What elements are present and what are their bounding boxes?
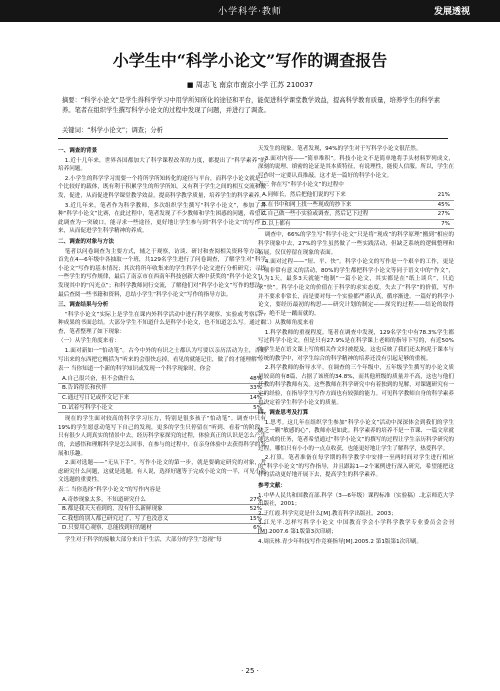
table-row [58, 505, 266, 515]
table-row [58, 404, 266, 414]
journal-header-bar [0, 0, 500, 22]
table-cell-percent: 7% [441, 220, 450, 227]
paragraph: 1.中华人民共和国教育部.科学（3—6年级）课程标准（实验稿）.北京师范大学出版社，2001； [258, 492, 454, 508]
table-row [58, 384, 266, 394]
paragraph: 天发生的现象。笔者发现，94%的学生对于写科学小论文很茫然。 [258, 146, 422, 152]
abstract: 摘要：“科学小论文”是学生得科学学习中用学所知所化的途径和平台，能促进科学课堂教学效益，提高科学教育质量，培养学生的科学素养。笔者在组织学生撰写科学小论文的过程中发现了问题，并进行了调查。 [62, 97, 441, 114]
paragraph: 2.小学生的科学学习需要一个将所学所知转化的途径与平台，而科学小论文就是一个比较好的载体，既有利于积累学生的所学所知，又有利于学生之间的相互交流和激发，促进，从而促进科学课堂教学效益，提高科学教学质量，培养学生的科学素养。 [58, 175, 266, 199]
table-cell-percent: 27% [249, 496, 262, 503]
table-row [258, 210, 454, 220]
table-cell-percent: 52% [249, 506, 262, 513]
paragraph: 2.打算。笔者准备在每学期的科学教学中安排一至两时间对学生进行相应的“科学小论文”的写作指导，并且跟踪1—2个案例进行深入研究，希望能把这样的活动更好地开展下去，提高学生的科学素养。 [258, 455, 454, 479]
table-cell-option: A.自己很兴奋，但不会做什么 [62, 375, 135, 382]
paragraph: 3.江光平.怎样写科学小论文 中国教育学会小学科学教学专业委员会会刊[M].2007.6 第1版第3次印刷； [258, 520, 454, 535]
table-cell-option: D.试着写科学小论文 [62, 404, 113, 411]
page-number: · 25 · [241, 667, 259, 675]
table-row [58, 496, 266, 506]
paragraph: “科学小论文”实际上是学生在课内外科学活动中进行科学观察、实验或考察后一种成果的书面总结。大部分学生不知道什么是科学小论文，也不知道怎么写。通过调查，笔者整理了如下现象： [58, 311, 266, 335]
paragraph: 调查中，66%的学生写“科学小论文”只是将“现成”的科学原理“搬到”相应的科学现象中去，27%的学生虽然做了一些实践活动，但缺乏系统的逻辑整理和拓展，仅仅停留在现象的表面。 [258, 232, 454, 256]
section-heading: 二、调查的对象与方法 [58, 238, 114, 245]
table-cell-percent: 21% [437, 191, 450, 198]
table-cell-percent: 45% [437, 201, 450, 208]
table-cell-percent: 6% [253, 525, 262, 532]
table-row [258, 220, 454, 230]
paragraph: 学生对于科学的接触大部分来自于生活，大部分的学生“忽视”每 [64, 536, 222, 543]
paragraph: 2.王红霞.科学究竟是什么[M].教育科学出版社，2003； [258, 510, 397, 517]
table-row [58, 394, 266, 404]
table-row [258, 201, 454, 211]
table-cell-option: D.以上都有 [262, 220, 291, 227]
table-cell-percent: 27% [437, 211, 450, 218]
table-1 [58, 375, 266, 413]
table-row [58, 375, 266, 385]
table-cell-percent: 14% [249, 395, 262, 402]
paragraph: 1.科学教师的重视程度。笔者在调查中发现，129名学生中有78.3%学生都写过科学小论文，但是只有27.9%是在科学课上老师的指导下写的，有近50%的学生是在语文课上写的相关作文时被提及。这也反映了我们还太拘泥于课本与传统的教学中，对学生综合的科学精神的培养还没有引起足够的重视。 [258, 329, 454, 362]
section-heading: 四、调查思考及打算 [258, 410, 309, 417]
table-cell-option: A.同师长，然后把他们说的写下来 [262, 191, 346, 198]
table-cell-percent: 15% [249, 515, 262, 522]
right-column [258, 145, 454, 547]
section-heading: 三、调查结果与分析 [58, 302, 109, 309]
paragraph: 表三 你在写“科学小论文”的过程中 [258, 182, 344, 189]
paragraph: （一）从学生角度来看： [58, 338, 120, 345]
paragraph: 4.面对过程——“短、平、快”。科学小论文的写作是一个艰辛的工作，更是一项非常有意义的活动，80%的学生都把科学小论文等同于语文中的“作文”，认为1天，最多3天就能“炮制”一篇小论文，其实都是在“纸上谈兵”，只追求“快”。科学小论文的价值在于科学的求实态度，失去了“科学”的价值，写作并不要求非常长，而是要对每一个实验都严谨认真，循序渐进。一篇好的科学小论文，要经历最初的构思——研究计划的制定——探究的过程——结论的取得等，绝不是一蹴而就的。 [258, 259, 454, 317]
table-cell-option: B.都是我天天看到的，没有什么新鲜现象 [62, 506, 163, 513]
paragraph: 2.面对选题——“无从下手”。写作小论文的第一步，就是要确定研究的对象，考虑研究什么问题，这就是选题。有人说，选择好题等于完成小论文的一半，可见小论文选题的重要性。 [58, 460, 266, 484]
table-cell-percent: 48% [249, 375, 262, 382]
paragraph: 1.面对新如一“怕动笔”。古今中外的有识之士都认为写要以亲历活动为主，否则写出来的东西把它概括为“听来的会很快忘掉，看见的就能记住，做了的才能理解”。 [58, 348, 266, 363]
table-cell-option: D.只要用心观察，总能找到好的题材 [62, 525, 152, 532]
paragraph: 3.近几年来，笔者作为科学教师，多次组织学生撰写“科学小论文”，参加了各种“科学小论文”比赛，在此过程中，笔者发现了不少教师和学生困惑的问题，希望以此调查为一突破口，能寻求一些途径，更好地让学生参与到“科学小论文”的写作上来，从而促进学生科学精神的养成。 [58, 202, 266, 235]
table-cell-percent: 33% [249, 385, 262, 392]
keywords: 关键词：“科学小论文”；调查；分析 [62, 127, 163, 134]
paragraph: 1.思考。这几年在组织学生参加“科学小论文”活动中深深体会到我们的学生缺乏一颗“敏感的心”，教师亦是如此。科学素养的培养不是一节课、一篇文章就能达成的任务，笔者希望通过“科学小论文”的撰写的过程让学生亲历科学研究的过程，哪怕只有小小的一点点收获，也能更好地让学生了解科学，热爱科学。 [258, 419, 454, 452]
table-row [58, 515, 266, 525]
article-title: 小学生中“科学小论文”写作的调查报告 [112, 51, 388, 70]
left-column [58, 145, 266, 546]
table-cell-percent: 5% [253, 404, 262, 411]
table-cell-option: C.我想的别人都已研究过了，写了也没意义 [62, 515, 169, 522]
table-row [258, 191, 454, 201]
author-line: ■ 周志飞 南京市南京小学 江苏 210037 [186, 81, 314, 89]
journal-name: 小学科学·教师 [218, 7, 282, 17]
paragraph: 4.周庆林.青少年科技写作竞赛指导[M].2005.2 第1版第1次印刷。 [258, 538, 423, 545]
paragraph: 表二 当你选择“科学小论文”的写作内容是 [58, 486, 161, 493]
table-cell-option: B.告诉得长和伙伴 [62, 385, 107, 392]
table-cell-option: C.自己做一些小实验或调查，然后记下过程 [262, 211, 369, 218]
paragraph: 表一 当你知道一个新的科学知识或发现一个科学现象时，你会 [58, 366, 211, 373]
paragraph: 2.科学教师的指导水平。在调查的三个年级中，五年级学生撰写的小论文质量较高的有8篇，占据了该班的34.8%，而其他班级的质量并不高，这也与他们任教的科学教师有关。这些教师在科学研究中有着独到的见解，对课题研究有一定的经验，在指导学生写作方面也有较强的能力。可见科学教师自身的科学素养也决定着学生科学小论文的质量。 [258, 365, 454, 406]
paragraph: 现在的学生面对较高的科学学习压力，特别是很多孩子“怕动笔”。调查中只有19%的学生愿意动笔写下自己的发现，更多的学生只停留在“听到、看着”的阶段，只有很少人到真实的情景中去，经历科学家探究的过程，体验真正的认识是怎么产生的，去感悟和理解科学是怎么回事，在参与的过程中，在亲身体验中去获得科学的发展和乐趣。 [58, 416, 266, 457]
paragraph: 3.面对内容——“简单堆积”。科技小论文不是简单地将手头材料罗列成文，深刻的说理、缜密的论证是其本质特征，有说理性，能使人信服。所以，学生在写作时一定要认真推敲，这才是一篇好的科学小论文。 [258, 155, 454, 179]
table-cell-option: B.在书中和网上找一些现成的抄下来 [262, 201, 352, 208]
divider [58, 138, 448, 139]
table-3 [258, 191, 454, 229]
paragraph: （二）从教师角度来看 [258, 320, 314, 327]
table-2 [58, 496, 266, 534]
paragraph: 1.近十几年来，世界各国都加大了科学课程改革的力度，都提出了“科学素养”的培养问题。 [58, 157, 266, 173]
table-cell-option: A.奇妙现象太多，不知道研究什么 [62, 496, 146, 503]
table-cell-option: C.通过写日记或作文记下来 [62, 395, 130, 402]
section-heading: 一、调查的背景 [58, 148, 98, 154]
paragraph: 笔者以问卷调查为主要方式，辅之于观察，访谈、研讨和查阅相关资料等方法。首先在4—6年级中各抽取一个班，共129名学生进行了问卷调查，了解学生对“科学小论文”写作的基本情况；其次将所年收集来的学生科学小论文进行分析研究；寻找一些学生的写作规律，最后了南京市在西南年科技创新大赛中获奖的“科学小论文”，发现其中的“闪光点”；和科学教师同行交流，了解他们对“科学小论文”写作的想法；最后查阅一些书籍和资料，总结小学生“科学小论文”写作的指导方法。 [58, 248, 266, 298]
section-heading: 参考文献： [258, 482, 286, 489]
section-name: 发展透视 [433, 7, 470, 17]
table-row [58, 524, 266, 534]
